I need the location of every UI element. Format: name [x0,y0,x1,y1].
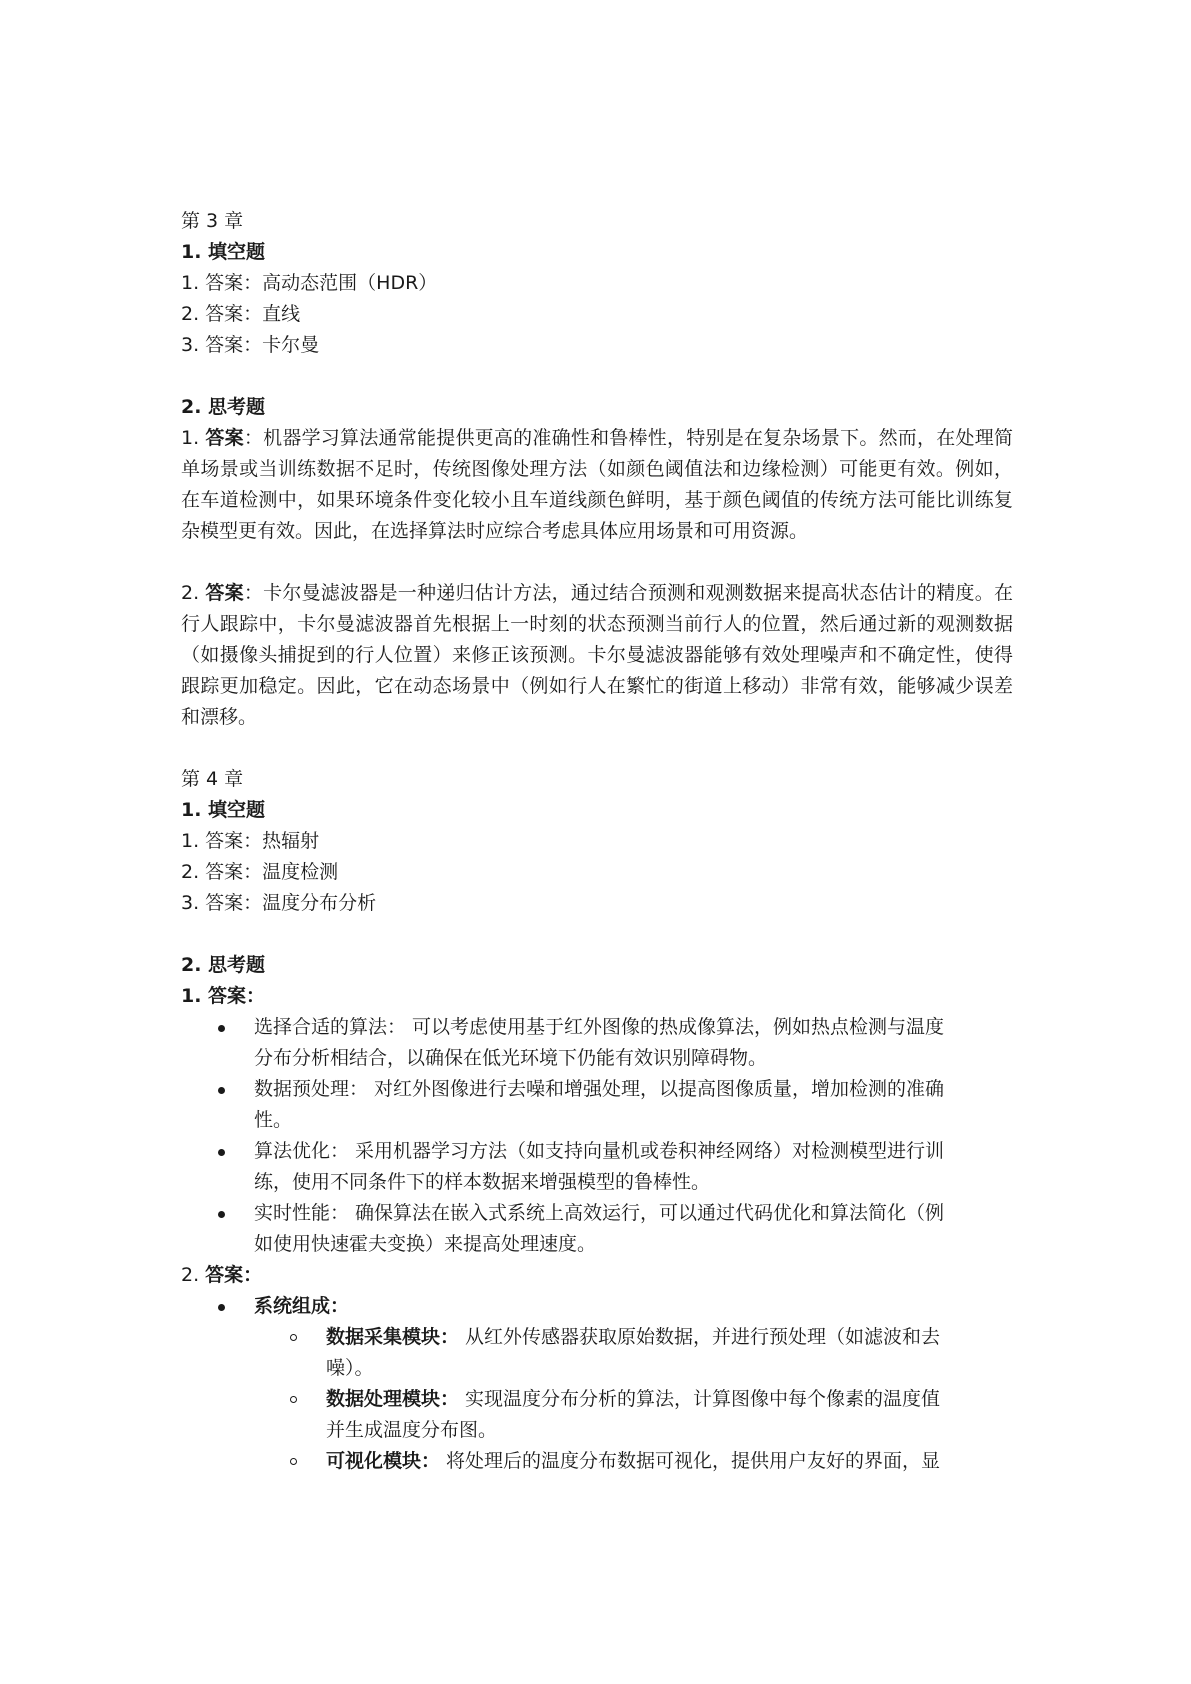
bullet-text: 数据预处理： 对红外图像进行去噪和增强处理，以提高图像质量，增加检测的准确 [254,1078,945,1100]
bullet-text: 分布分析相结合，以确保在低光环境下仍能有效识别障碍物。 [254,1047,768,1069]
module-line [326,1384,1013,1415]
module-text: 噪）。 [326,1357,374,1379]
answer-number: 2. [181,582,206,604]
chapter-title: 第 3 章 [181,210,244,232]
module-name: 可视化模块： [326,1450,441,1472]
answer-text: ：机器学习算法通常能提供更高的准确性和鲁棒性，特别是在复杂场景下。然而，在处理简单场景或当训练数据不足时，传统图像处理方法（如颜色阈值法和边缘检测）可能更有效。例如，在车道检测中，如果环境条件变化较小且车道线颜色鲜明，基于颜色阈值的传统方法可能比训练复杂模型更有效。因此，在选择算法时应综合考虑具体应用场景和可用资源。 [181,427,1013,542]
sub-bullet-circle [290,1334,297,1341]
answer-label: 答案： [205,1264,263,1286]
bullet-dot [218,1304,225,1311]
module-text: 将处理后的温度分布数据可视化，提供用户友好的界面，显 [440,1450,941,1472]
sub-bullet-item [181,1322,1013,1384]
bullet-dot [218,1149,225,1156]
answer-label: 答案 [205,582,244,604]
thinking-answer [181,578,1013,733]
fill-answer: 1. 答案：高动态范围（HDR） [181,272,438,294]
answer-text: ：卡尔曼滤波器是一种递归估计方法，通过结合预测和观测数据来提高状态估计的精度。在行人跟踪中，卡尔曼滤波器首先根据上一时刻的状态预测当前行人的位置，然后通过新的观测数据（如摄像头捕捉到的行人位置）来修正该预测。卡尔曼滤波器能够有效处理噪声和不确定性，使得跟踪更加稳定。因此，它在动态场景中（例如行人在繁忙的街道上移动）非常有效，能够减少误差和漂移。 [181,582,1013,728]
bullet-item [181,1198,1013,1260]
fill-answer: 2. 答案：温度检测 [181,861,339,883]
thinking-answer [181,423,1013,547]
fill-answer: 3. 答案：温度分布分析 [181,892,377,914]
bullet-dot [218,1087,225,1094]
thinking-heading: 2. 思考题 [181,396,266,418]
sub-bullet-item [181,1446,1013,1477]
bullet-text: 如使用快速霍夫变换）来提高处理速度。 [254,1233,597,1255]
fill-in-heading: 1. 填空题 [181,241,266,263]
sub-bullet-item [181,1384,1013,1446]
system-composition-label: 系统组成： [254,1295,350,1317]
answer-number: 2. [181,1264,206,1286]
module-name: 数据采集模块： [326,1326,460,1348]
bullet-text: 选择合适的算法： 可以考虑使用基于红外图像的热成像算法，例如热点检测与温度 [254,1016,945,1038]
bullet-item [181,1136,1013,1198]
fill-answer: 2. 答案：直线 [181,303,301,325]
bullet-item [181,1074,1013,1136]
bullet-text: 算法优化： 采用机器学习方法（如支持向量机或卷积神经网络）对检测模型进行训 [254,1140,945,1162]
bullet-text: 练，使用不同条件下的样本数据来增强模型的鲁棒性。 [254,1171,711,1193]
bullet-dot [218,1211,225,1218]
answer-heading: 1. 答案： [181,985,266,1007]
bullet-text: 性。 [254,1109,293,1131]
module-name: 数据处理模块： [326,1388,460,1410]
module-text: 并生成温度分布图。 [326,1419,498,1441]
bullet-item [181,1291,1013,1322]
module-line [326,1322,1013,1353]
fill-answer: 3. 答案：卡尔曼 [181,334,320,356]
fill-in-heading: 1. 填空题 [181,799,266,821]
fill-answer: 1. 答案：热辐射 [181,830,320,852]
sub-bullet-circle [290,1458,297,1465]
answer-label: 答案 [205,427,244,449]
module-line [326,1446,1013,1477]
module-text: 实现温度分布分析的算法，计算图像中每个像素的温度值 [459,1388,941,1410]
module-text: 从红外传感器获取原始数据，并进行预处理（如滤波和去 [459,1326,941,1348]
answer-heading [181,1260,1013,1291]
document-content [181,206,1013,1477]
bullet-text: 实时性能： 确保算法在嵌入式系统上高效运行，可以通过代码优化和算法简化（例 [254,1202,945,1224]
bullet-dot [218,1025,225,1032]
answer-number: 1. [181,427,206,449]
chapter-title: 第 4 章 [181,768,244,790]
bullet-item [181,1012,1013,1074]
sub-bullet-circle [290,1396,297,1403]
thinking-heading: 2. 思考题 [181,954,266,976]
